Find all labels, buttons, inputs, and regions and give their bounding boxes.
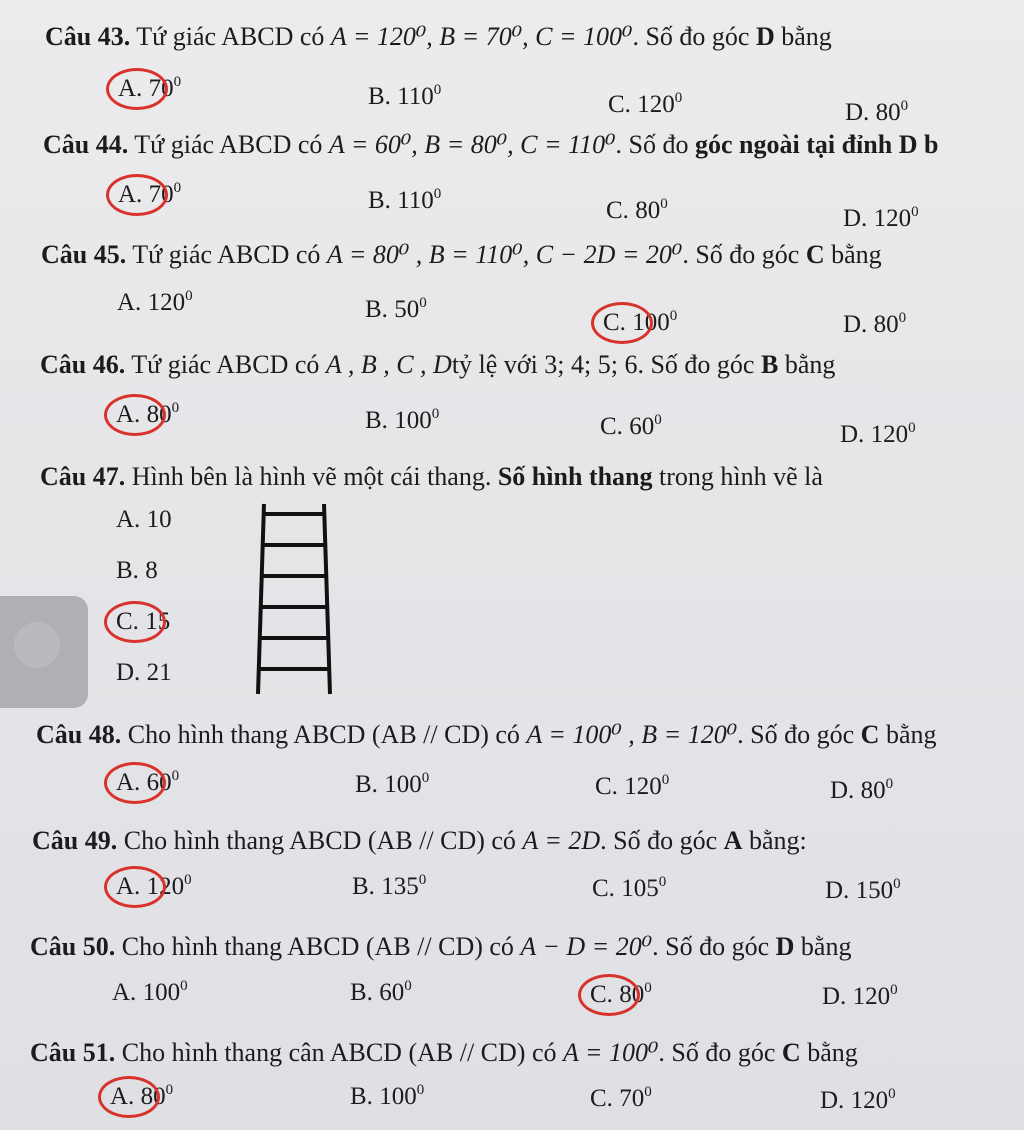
option-value: 80 [875,99,901,126]
degree-mark: 0 [431,406,440,422]
option-letter: C. [590,1085,613,1112]
answer-option-a[interactable] [116,505,172,535]
option-value: 100 [379,1083,417,1110]
answer-option-c[interactable] [595,772,669,802]
answer-option-b[interactable] [368,186,441,216]
question-number: Câu 47. [40,462,126,491]
option-letter: A. [118,181,143,208]
degree-mark: 0 [185,288,193,304]
math-expression: A = 100⁰ , B = 120⁰ [526,720,738,749]
option-letter: D. [825,877,850,904]
question-text: Cho hình thang ABCD (AB // CD) có [123,826,516,855]
question-emphasis: góc ngoài tại đỉnh D b [694,130,939,159]
answer-option-b[interactable] [365,295,427,325]
ladder-rail-left [258,504,264,694]
degree-mark: 0 [180,978,188,994]
answer-option-b[interactable] [116,556,158,586]
degree-mark: 0 [418,872,427,888]
option-value: 70 [619,1085,645,1112]
answer-option-b[interactable] [355,770,429,800]
question-text: Hình bên là hình vẽ một cái thang. [131,462,492,491]
option-letter: D. [830,777,855,804]
math-expression: A = 80⁰ , B = 110⁰, C − 2D = 20⁰ [326,240,683,269]
option-value: 80 [873,311,899,338]
degree-mark: 0 [421,770,430,786]
question-number: Câu 50. [30,932,116,961]
answer-option-a[interactable] [116,768,179,798]
option-value: 60 [379,979,405,1006]
option-value: 135 [381,873,419,900]
degree-mark: 0 [669,308,678,324]
question-number: Câu 44. [43,130,129,159]
option-letter: C. [592,875,615,902]
option-value: 80 [140,1083,166,1110]
option-letter: A. [110,1083,135,1110]
answer-option-d[interactable] [843,310,906,340]
degree-mark: 0 [908,420,916,436]
option-value: 120 [850,1087,889,1114]
degree-mark: 0 [644,980,652,996]
answer-option-a[interactable] [116,400,179,430]
option-letter: A. [118,75,143,102]
option-letter: C. [595,773,618,800]
math-expression: A = 100⁰ [563,1038,659,1067]
option-letter: B. [368,187,391,214]
option-value: 60 [146,769,172,796]
degree-mark: 0 [888,1086,896,1102]
option-value: 120 [637,91,675,118]
question-end: bằng [784,350,836,379]
answer-option-a[interactable] [110,1082,173,1112]
degree-mark: 0 [171,400,180,416]
question-tail: . Số đo góc [658,1038,776,1067]
question-stem [30,1038,858,1068]
option-value: 150 [855,877,894,904]
degree-mark: 0 [171,768,180,784]
option-value: 120 [870,421,909,448]
question-text: Tứ giác ABCD có [132,240,321,269]
option-letter: D. [840,421,865,448]
question-tail: . Số đo góc [737,720,855,749]
question-tail: . Số đo góc [600,826,718,855]
answer-option-a[interactable] [118,74,181,104]
answer-option-d[interactable] [830,776,893,806]
option-value: 80 [860,777,886,804]
question-tail: . Số đo góc [632,22,750,51]
option-value: 120 [146,873,185,900]
question-number: Câu 48. [36,720,122,749]
question-text: Tứ giác ABCD có [131,350,320,379]
option-value: 120 [852,983,891,1010]
option-value: 100 [632,309,670,336]
option-value: 110 [397,83,434,110]
option-value: 70 [148,75,174,102]
math-expression: A , B , C , D [325,350,452,379]
degree-mark: 0 [644,1084,652,1100]
question-text: Tứ giác ABCD có [134,130,323,159]
option-value: 21 [146,659,172,686]
question-number: Câu 45. [41,240,127,269]
option-letter: A. [117,289,142,316]
degree-mark: 0 [173,180,182,196]
option-value: 120 [624,773,662,800]
answer-option-d[interactable] [843,204,919,234]
answer-option-d[interactable] [820,1086,896,1116]
answer-option-d[interactable] [840,420,916,450]
answer-option-a[interactable] [118,180,181,210]
option-letter: B. [352,873,375,900]
option-letter: C. [116,608,139,635]
answer-option-a[interactable] [117,288,193,318]
answer-option-c[interactable] [608,90,682,120]
question-end: bằng [807,1038,858,1067]
degree-mark: 0 [433,82,442,98]
question-emphasis: D [755,22,775,51]
answer-option-b[interactable] [352,872,426,902]
math-expression: A = 2D [522,826,601,855]
question-number: Câu 43. [45,22,131,51]
option-value: 50 [394,296,420,323]
option-letter: A. [116,506,141,533]
option-value: 60 [629,413,655,440]
degree-mark: 0 [433,186,442,202]
option-letter: B. [350,979,373,1006]
option-letter: B. [365,296,388,323]
question-emphasis: C [860,720,880,749]
question-text: Cho hình thang ABCD (AB // CD) có [121,932,514,961]
option-letter: C. [600,413,623,440]
question-emphasis: A [723,826,743,855]
degree-mark: 0 [898,310,907,326]
question-number: Câu 46. [40,350,126,379]
degree-mark: 0 [890,982,898,998]
answer-option-d[interactable] [116,658,172,688]
degree-mark: 0 [660,196,668,212]
degree-mark: 0 [654,412,662,428]
option-letter: B. [368,83,391,110]
option-letter: C. [608,91,631,118]
question-end: bằng: [748,826,807,855]
option-value: 110 [397,187,434,214]
option-letter: D. [820,1087,845,1114]
option-value: 8 [145,557,158,584]
question-stem [45,22,832,52]
option-letter: C. [590,981,613,1008]
option-letter: C. [603,309,626,336]
math-expression: A = 60⁰, B = 80⁰, C = 110⁰ [328,130,616,159]
option-letter: C. [606,197,629,224]
option-value: 120 [873,205,912,232]
question-tail: . Số đo góc [682,240,800,269]
option-letter: D. [843,311,868,338]
option-value: 15 [145,608,171,635]
degree-mark: 0 [416,1082,425,1098]
question-end: bằng [800,932,852,961]
ladder-figure [250,500,334,696]
degree-mark: 0 [184,872,192,888]
answer-option-d[interactable] [825,876,901,906]
question-text: Cho hình thang cân ABCD (AB // CD) có [121,1038,557,1067]
answer-option-b[interactable] [365,406,439,436]
question-stem [30,932,851,962]
question-stem [40,462,823,492]
answer-option-c[interactable] [603,308,677,338]
degree-mark: 0 [885,776,894,792]
question-tail: tỷ lệ với 3; 4; 5; 6. Số đo góc [451,350,755,379]
option-letter: A. [116,873,141,900]
option-letter: D. [822,983,847,1010]
option-letter: B. [365,407,388,434]
option-letter: B. [350,1083,373,1110]
math-expression: A − D = 20⁰ [520,932,653,961]
question-stem [43,130,938,160]
option-value: 80 [146,401,172,428]
option-letter: B. [355,771,378,798]
option-value: 100 [142,979,181,1006]
degree-mark: 0 [893,876,901,892]
answer-option-b[interactable] [350,978,412,1008]
answer-option-c[interactable] [590,1084,652,1114]
question-stem [41,240,882,270]
option-value: 105 [621,875,659,902]
question-stem [32,826,807,856]
degree-mark: 0 [661,772,670,788]
question-stem [40,350,835,380]
question-text: Cho hình thang ABCD (AB // CD) có [127,720,520,749]
option-letter: A. [116,769,141,796]
answer-option-b[interactable] [368,82,441,112]
question-emphasis: C [781,1038,801,1067]
question-tail: . Số đo góc [652,932,770,961]
option-value: 10 [146,506,172,533]
answer-option-c[interactable] [116,607,170,637]
answer-option-a[interactable] [116,872,192,902]
option-value: 80 [635,197,661,224]
question-number: Câu 49. [32,826,118,855]
answer-option-c[interactable] [600,412,662,442]
degree-mark: 0 [674,90,683,106]
screen-bottom-edge [0,1130,1024,1136]
option-letter: A. [112,979,137,1006]
degree-mark: 0 [165,1082,174,1098]
answer-option-a[interactable] [112,978,188,1008]
option-letter: B. [116,557,139,584]
answer-option-d[interactable] [845,98,908,128]
degree-mark: 0 [419,295,427,311]
question-end: bằng [885,720,937,749]
option-value: 100 [394,407,432,434]
option-value: 70 [148,181,174,208]
question-end: trong hình vẽ là [659,462,823,491]
option-letter: D. [845,99,870,126]
question-end: bằng [781,22,832,51]
degree-mark: 0 [658,874,667,890]
degree-mark: 0 [173,74,182,90]
math-expression: A = 120⁰, B = 70⁰, C = 100⁰ [330,22,633,51]
ladder-rail-right [324,504,330,694]
question-emphasis: D [775,932,795,961]
question-emphasis: Số hình thang [497,462,653,491]
option-value: 100 [384,771,422,798]
answer-option-c[interactable] [592,874,666,904]
question-tail: . Số đo [615,130,689,159]
answer-option-b[interactable] [350,1082,424,1112]
question-emphasis: B [760,350,779,379]
option-letter: D. [116,659,141,686]
answer-option-c[interactable] [590,980,652,1010]
degree-mark: 0 [911,204,919,220]
question-end: bằng [831,240,882,269]
option-value: 120 [147,289,186,316]
option-letter: D. [843,205,868,232]
option-value: 80 [619,981,645,1008]
question-number: Câu 51. [30,1038,116,1067]
degree-mark: 0 [900,98,909,114]
question-emphasis: C [805,240,825,269]
question-stem [36,720,936,750]
answer-option-c[interactable] [606,196,668,226]
option-letter: A. [116,401,141,428]
device-button [14,622,60,668]
answer-option-d[interactable] [822,982,898,1012]
question-text: Tứ giác ABCD có [136,22,325,51]
degree-mark: 0 [404,978,412,994]
